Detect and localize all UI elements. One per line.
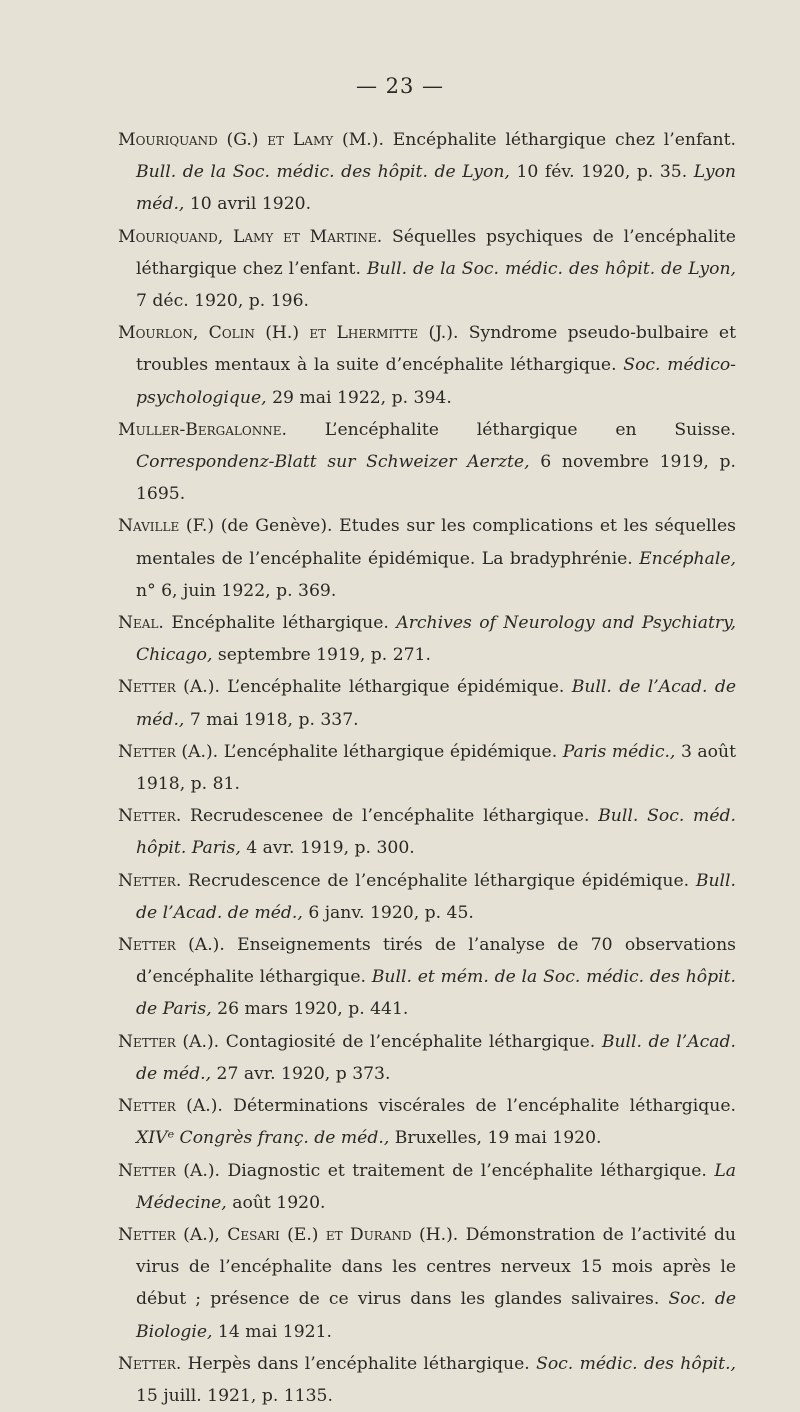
entry-author: Mouriquand (G.) et Lamy (M.). bbox=[118, 130, 384, 150]
entry-text: 6 janv. 1920, p. 45. bbox=[302, 902, 474, 923]
entry-reference: Bull. Soc. méd. hôpit. Paris, bbox=[136, 806, 736, 859]
entry-author: Mouriquand, Lamy et Martine. bbox=[118, 226, 383, 247]
entry-reference: Bull. de l’Acad. de méd., bbox=[136, 870, 736, 923]
entry-text: Diagnostic et traitement de l’encéphalite léthargique. bbox=[220, 1160, 715, 1181]
bibliography-entry bbox=[118, 1026, 736, 1090]
entry-text: n° 6, juin 1922, p. 369. bbox=[136, 580, 337, 601]
bibliography-entry bbox=[118, 317, 736, 414]
bibliography-entry bbox=[118, 414, 736, 511]
entry-reference: XIVᵉ Congrès franç. de méd., bbox=[136, 1128, 390, 1149]
bibliography-entry bbox=[118, 1090, 736, 1154]
entry-text: 4 avr. 1919, p. 300. bbox=[240, 838, 415, 859]
entry-text: 14 mai 1921. bbox=[212, 1321, 332, 1342]
bibliography-entry bbox=[118, 1155, 736, 1219]
entry-text: Recrudescence de l’encéphalite léthargique épidémique. bbox=[181, 870, 696, 891]
entry-text: Démonstration de l’activité du virus de l’encéphalite dans les centres nerveux 15 mois après le début ; présence de ce virus dans les glandes salivaires. bbox=[136, 1224, 736, 1310]
entry-text: Encéphalite léthargique chez l’enfant. bbox=[383, 130, 736, 150]
bibliography-entry bbox=[118, 800, 736, 864]
entry-reference: Bull. et mém. de la Soc. médic. des hôpit. de Paris, bbox=[136, 967, 736, 1020]
entry-author: Neal. bbox=[118, 613, 164, 634]
entry-text: Syndrome pseudo-bulbaire et troubles mentaux à la suite d’encéphalite léthargique. bbox=[136, 323, 736, 376]
entry-reference: Bull. de l’Acad. de méd., bbox=[136, 677, 737, 730]
entry-reference: Bull. de la Soc. médic. des hôpit. de Lyon, bbox=[136, 162, 510, 183]
entry-author: Netter (A.). bbox=[118, 1160, 221, 1181]
entry-reference: La Médecine, bbox=[136, 1160, 736, 1213]
entry-text: 29 mai 1922, p. 394. bbox=[266, 387, 452, 408]
entry-text: L’encéphalite léthargique en Suisse. bbox=[286, 419, 736, 440]
entry-reference: Soc. médic. des hôpit., bbox=[536, 1353, 737, 1374]
entry-reference: Bull. de la Soc. médic. des hôpit. de Lyon, bbox=[366, 258, 736, 279]
entry-text: septembre 1919, p. 271. bbox=[212, 645, 431, 666]
entry-text: 15 juill. 1921, p. 1135. bbox=[136, 1385, 333, 1406]
entry-reference: Soc. médico-psychologique, bbox=[136, 355, 736, 408]
entry-text: Séquelles psychiques de l’encéphalite léthargique chez l’enfant. bbox=[136, 226, 736, 279]
entry-author: Netter (A.), Cesari (E.) et Durand (H.). bbox=[118, 1224, 459, 1245]
entry-author: Netter (A.). bbox=[118, 1096, 223, 1117]
entry-text: 10 avril 1920. bbox=[184, 194, 312, 215]
bibliography-entry bbox=[118, 124, 736, 221]
entry-reference: Paris médic., bbox=[562, 741, 676, 762]
bibliography-entry bbox=[118, 607, 736, 671]
bibliography-list bbox=[118, 124, 736, 1412]
bibliography-entry bbox=[118, 1348, 736, 1412]
entry-text: 27 avr. 1920, p 373. bbox=[211, 1063, 391, 1084]
bibliography-entry bbox=[118, 671, 736, 735]
entry-author: Netter. bbox=[118, 870, 182, 891]
entry-text: Recrudescenee de l’encéphalite léthargique. bbox=[181, 806, 599, 827]
entry-reference: Soc. de Biologie, bbox=[136, 1289, 736, 1342]
entry-text: 7 déc. 1920, p. 196. bbox=[136, 291, 309, 312]
entry-author: Netter (A.). bbox=[118, 677, 220, 698]
bibliography-entry bbox=[118, 929, 736, 1026]
entry-text: Bruxelles, 19 mai 1920. bbox=[389, 1128, 602, 1149]
entry-text: 26 mars 1920, p. 441. bbox=[211, 999, 409, 1020]
entry-author: Muller-Bergalonne. bbox=[118, 419, 287, 440]
entry-text: 6 novembre 1919, p. 1695. bbox=[136, 452, 736, 505]
entry-author: Netter (A.). bbox=[118, 1031, 220, 1052]
entry-reference: Encéphale, bbox=[639, 548, 736, 569]
entry-text: Déterminations viscérales de l’encéphalite léthargique. bbox=[222, 1096, 736, 1117]
entry-text: L’encéphalite léthargique épidémique. bbox=[218, 741, 563, 762]
entry-reference: Archives of Neurology and Psychiatry, Chicago, bbox=[136, 613, 737, 666]
entry-author: Netter. bbox=[118, 806, 182, 827]
entry-text: 7 mai 1918, p. 337. bbox=[184, 709, 359, 730]
bibliography-entry bbox=[118, 865, 736, 929]
entry-text: 10 fév. 1920, p. 35. bbox=[509, 162, 694, 183]
entry-author: Naville (F.) bbox=[118, 516, 215, 537]
page-number: — 23 — bbox=[355, 74, 445, 98]
entry-author: Mourlon, Colin (H.) et Lhermitte (J.). bbox=[118, 323, 459, 344]
bibliography-entry bbox=[118, 510, 736, 607]
bibliography-entry bbox=[118, 221, 736, 318]
entry-author: Netter (A.). bbox=[118, 741, 219, 762]
entry-reference: Correspondenz-Blatt sur Schweizer Aerzte, bbox=[136, 452, 530, 473]
entry-text: L’encéphalite léthargique épidémique. bbox=[219, 677, 572, 698]
entry-text: août 1920. bbox=[226, 1192, 326, 1213]
entry-author: Netter (A.). bbox=[118, 935, 225, 956]
entry-reference: Bull. de l’Acad. de méd., bbox=[136, 1031, 736, 1084]
entry-text: Herpès dans l’encéphalite léthargique. bbox=[181, 1353, 537, 1374]
bibliography-entry bbox=[118, 1219, 736, 1348]
entry-text: Enseignements tirés de l’analyse de 70 observations d’encéphalite léthargique. bbox=[136, 935, 736, 988]
entry-text: Encéphalite léthargique. bbox=[163, 613, 397, 634]
entry-author: Netter. bbox=[118, 1353, 182, 1374]
entry-text: 3 août 1918, p. 81. bbox=[136, 741, 737, 795]
bibliography-entry bbox=[118, 736, 736, 800]
entry-reference: Lyon méd., bbox=[136, 162, 736, 215]
entry-text: (de Genève). Etudes sur les complications et les séquelles mentales de l’encéphalite épidémique. La bradyphrénie. bbox=[136, 516, 736, 569]
entry-text: Contagiosité de l’encéphalite léthargique. bbox=[219, 1031, 602, 1052]
